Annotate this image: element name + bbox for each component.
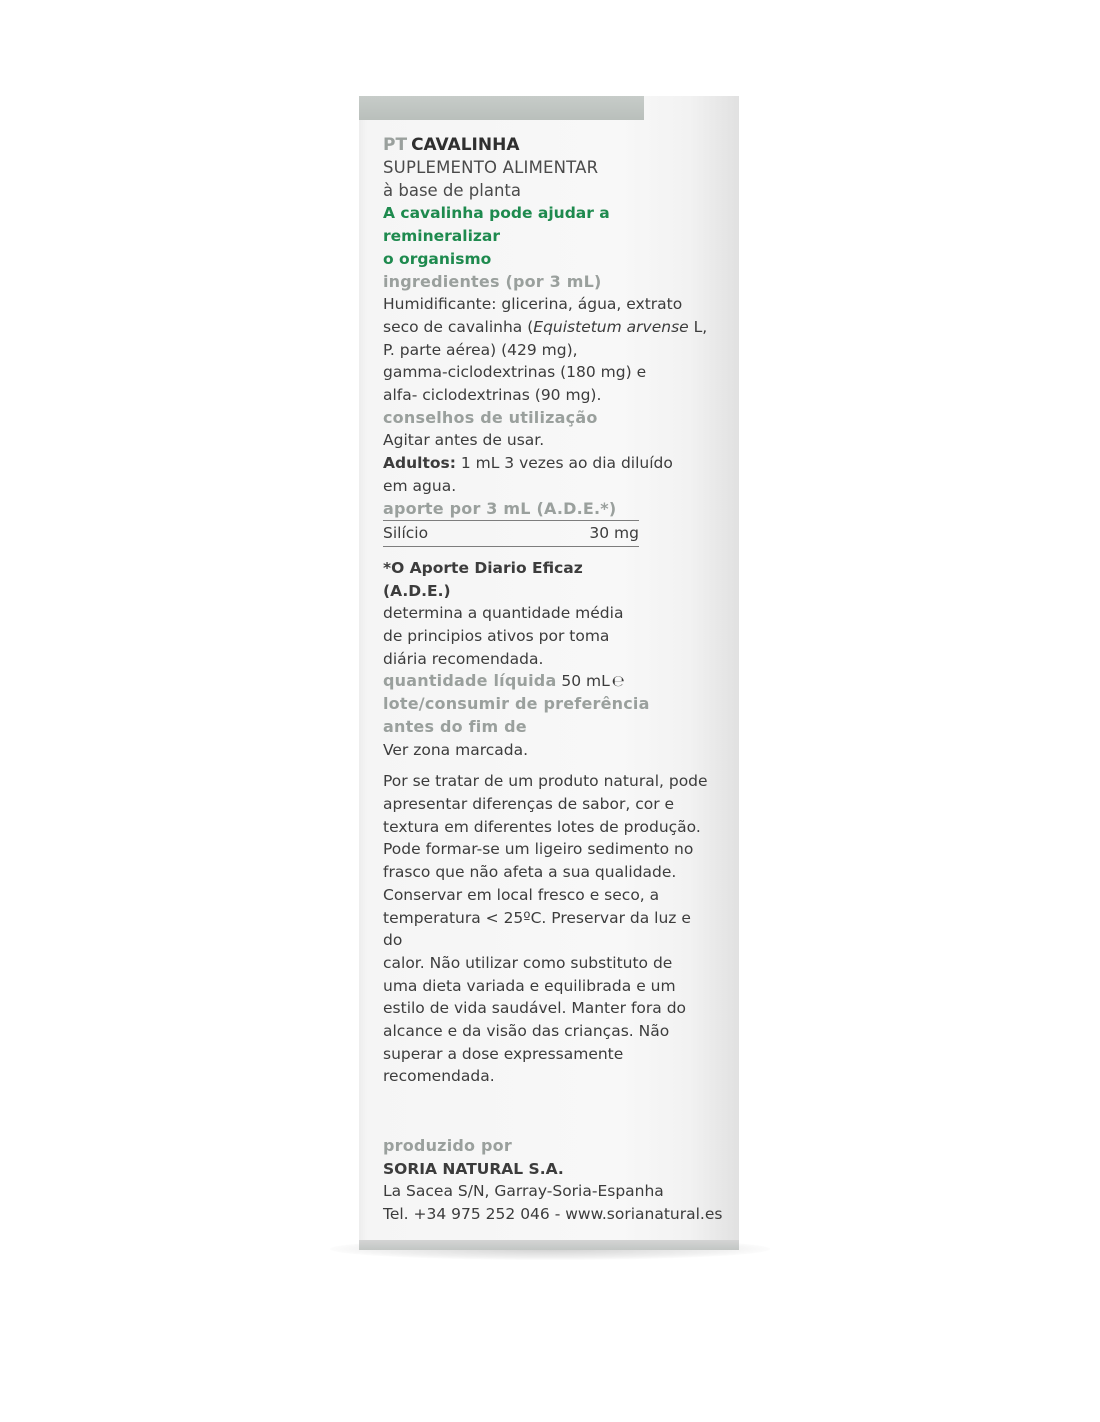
lot-title-line-2: antes do fim de [383,716,527,736]
usage-line-3: em agua. [383,476,457,495]
product-notice [383,770,713,1088]
ingredients-line-2b: L, [688,317,708,336]
adults-dose: 1 mL 3 vezes ao dia diluído [455,454,673,473]
product-base: à base de planta [383,180,522,200]
notice-line: frasco que não afeta a sua qualidade. [383,863,677,882]
box-bottom-edge [359,1240,739,1250]
adults-label: Adultos: [383,454,456,473]
footnote-line-4: diária recomendada. [383,649,544,668]
product-name: CAVALINHA [411,135,520,155]
ingredients-line-1: Humidificante: glicerina, água, extrato [383,295,683,314]
estimated-sign-icon: ℮ [611,672,625,691]
ingredients-line-5: alfa- ciclodextrinas (90 mg). [383,386,602,405]
notice-line: textura em diferentes lotes de produção. [383,817,701,836]
net-quantity [383,670,713,693]
health-claim-line-1: A cavalinha pode ajudar a remineralizar [383,204,610,246]
notice-line: Conservar em local fresco e seco, a [383,885,660,904]
footnote-line-2: determina a quantidade média [383,604,624,623]
language-code: PT [383,135,408,155]
notice-line: estilo de vida saudável. Manter fora do [383,999,687,1018]
box-top-band [359,96,644,120]
usage-line-1: Agitar antes de usar. [383,431,545,450]
notice-line: calor. Não utilizar como substituto de [383,953,673,972]
notice-line: uma dieta variada e equilibrada e um [383,976,676,995]
usage-adults-line [383,452,713,475]
producer-address: La Sacea S/N, Garray-Soria-Espanha [383,1182,664,1201]
ingredients-line-3: P. parte aérea) (429 mg), [383,340,578,359]
aporte-nutrient: Silício [383,524,429,543]
producer-contact: Tel. +34 975 252 046 - www.sorianatural.es [383,1205,723,1224]
product-heading [383,133,713,157]
ingredients-line-2 [383,316,713,339]
notice-line: superar a dose expressamente [383,1044,624,1063]
ingredients-line-2a: seco de cavalinha ( [383,317,534,336]
table-row [383,521,639,547]
quantity-title: quantidade líquida [383,671,557,691]
footnote-line-3: de principios ativos por toma [383,627,610,646]
ingredients-title: ingredientes (por 3 mL) [383,271,602,291]
quantity-value: 50 mL [556,672,610,691]
notice-line: recomendada. [383,1067,495,1086]
product-type: SUPLEMENTO ALIMENTAR [383,158,599,177]
ade-footnote [383,557,643,671]
notice-line: temperatura < 25ºC. Preservar da luz e do [383,908,691,950]
producer-company: SORIA NATURAL S.A. [383,1159,564,1178]
species-name: Equistetum arvense [533,317,689,336]
aporte-table [383,498,639,547]
label-text-block [383,133,713,1088]
ingredients-line-4: gamma-ciclodextrinas (180 mg) e [383,363,647,382]
notice-line: apresentar diferenças de sabor, cor e [383,794,675,813]
aporte-title: aporte por 3 mL (A.D.E.*) [383,498,639,522]
producer-block [383,1135,723,1226]
usage-title: conselhos de utilização [383,407,598,427]
lot-title-line-1: lote/consumir de preferência [383,694,650,714]
producer-title: produzido por [383,1136,512,1155]
notice-line: Pode formar-se um ligeiro sedimento no [383,840,694,859]
health-claim-line-2: o organismo [383,249,492,268]
aporte-value: 30 mg [589,524,639,543]
footnote-title: *O Aporte Diario Eficaz (A.D.E.) [383,558,583,600]
notice-line: Por se tratar de um produto natural, pode [383,772,708,791]
lot-text: Ver zona marcada. [383,740,529,759]
notice-line: alcance e da visão das crianças. Não [383,1022,670,1041]
